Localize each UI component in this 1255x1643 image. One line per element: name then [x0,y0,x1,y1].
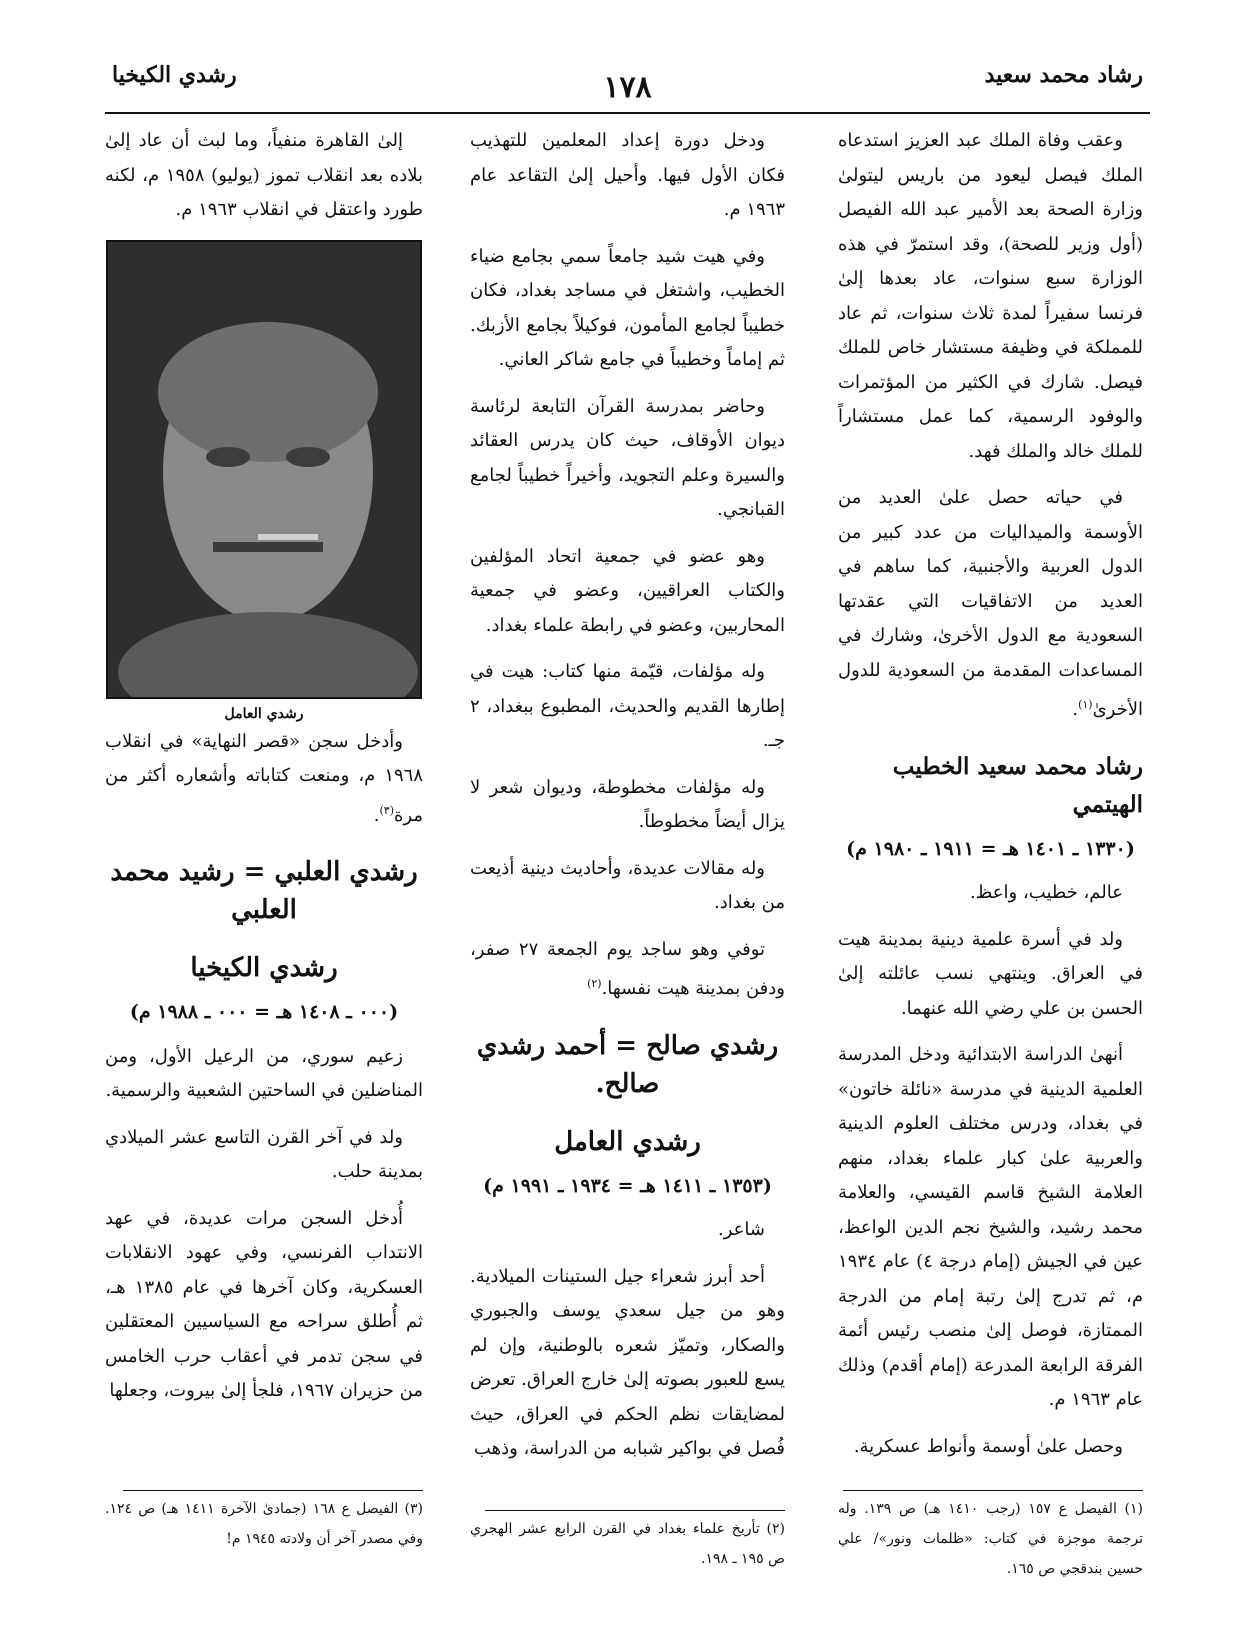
running-header-left: رشدي الكيخيا [112,62,237,88]
paragraph: وعقب وفاة الملك عبد العزيز استدعاه الملك فيصل ليعود من باريس ليتولىٰ وزارة الصحة بعد الأمير عبد الله الفيصل (أول وزير للصحة)، وقد استمرّ في هذه الوزارة سبع سنوات، عاد بعدها إلىٰ فرنسا سفيراً لمدة ثلاث سنوات، ثم عاد للمملكة في وظيفة مستشار خاص للملك فيصل. شارك في الكثير من المؤتمرات والوفود الرسمية، كما عمل مستشاراً للملك خالد والملك فهد. [838,130,1143,462]
footnote-ref: (٢) [587,977,602,990]
footnote-ref: (٣) [379,803,394,817]
paragraph-text: توفي وهو ساجد يوم الجمعة ٢٧ صفر، ودفن بمدينة هيت نفسها. [470,938,785,999]
paragraph: عالم، خطيب، واعظ. [970,882,1123,903]
paragraph [838,481,1143,728]
paragraph: أحد أبرز شعراء جيل الستينات الميلادية. وهو من جيل سعدي يوسف والجبوري والصكار، وتميّز شعره بالوطنية، وإن لم يسع للعبور بصوته إلىٰ خارج العراق. تعرض لمضايقات نظم الحكم في العراق، حيث فُصل في بواكير شبابه من الدراسة، وذهب [470,1265,785,1459]
footnote-rule [123,1490,423,1491]
paragraph: ودخل دورة إعداد المعلمين للتهذيب فكان الأول فيها. وأحيل إلىٰ التقاعد عام ١٩٦٣ م. [470,130,785,220]
footnote-1: (١) الفيصل ع ١٥٧ (رجب ١٤١٠ هـ) ص ١٣٩. وله ترجمة موجزة في كتاب: «ظلمات ونور»/ علي حسين بندقجي ص ١٦٥. [838,1501,1144,1577]
column-left [105,124,423,1421]
footnote-2: (٢) تأريخ علماء بغداد في القرن الرابع عشر الهجري ص ١٩٥ ـ ١٩٨. [470,1521,785,1567]
paragraph: وله مؤلفات مخطوطة، وديوان شعر لا يزال أيضاً مخطوطاً. [470,776,785,832]
entry-title: رشاد محمد سعيد الخطيب الهيتمي [892,752,1143,818]
footnote-rule [843,1490,1143,1491]
footnote-rule [485,1510,785,1511]
cross-reference-title: رشدي العلبي = رشيد محمد العلبي [110,857,418,925]
paragraph: وله مقالات عديدة، وأحاديث دينية أذيعت من بغداد. [470,857,785,913]
footnote-ref: (١) [1078,698,1093,711]
paragraph-text: في حياته حصل علىٰ العديد من الأوسمة والميداليات من عدد كبير من الدول العربية والأجنبية، كما ساهم في العديد من الاتفاقيات التي عقدتها السعودية مع الدول الأخرىٰ، وشارك في المساعدات المقدمة من السعودية للدول الأخرىٰ [838,487,1143,720]
paragraph: وحصل علىٰ أوسمة وأنواط عسكرية. [853,1435,1123,1457]
entry-title: رشدي الكيخيا [190,953,338,983]
portrait-image [108,242,420,697]
paragraph: وحاضر بمدرسة القرآن التابعة لرئاسة ديوان الأوقاف، حيث كان يدرس العقائد والسيرة وعلم التجويد، وأخيراً خطيباً لجامع القبانجي. [470,395,785,520]
paragraph: شاعر. [718,1219,765,1240]
paragraph [105,725,423,834]
column-right [838,124,1143,1476]
cross-reference-title: رشدي صالح = أحمد رشدي صالح. [476,1030,779,1099]
paragraph-text: وأدخل سجن «قصر النهاية» في انقلاب ١٩٦٨ م، ومنعت كتاباته وأشعاره أكثر من مرة [105,730,423,826]
column-middle [470,124,785,1479]
punctuation: . [1072,699,1079,720]
header-rule [105,112,1150,114]
paragraph: زعيم سوري، من الرعيل الأول، ومن المناضلين في الساحتين الشعبية والرسمية. [105,1045,423,1101]
punctuation: . [373,804,380,826]
paragraph: وله مؤلفات، قيّمة منها كتاب: هيت في إطارها القديم والحديث، المطبوع ببغداد، ٢ جـ. [470,661,785,751]
paragraph: أُدخل السجن مرات عديدة، في عهد الانتداب الفرنسي، وفي عهود الانقلابات العسكرية، وكان آخرها في عام ١٣٨٥ هـ، ثم أُطلق سراحه مع السياسيين المعتقلين في سجن تدمر في أعقاب حرب الخامس من حزيران ١٩٦٧، فلجأ إلىٰ بيروت، وجعلها [105,1207,424,1401]
page-number: ١٧٨ [603,70,652,105]
entry-title: رشدي العامل [554,1126,701,1157]
paragraph: ولد في أسرة علمية دينية بمدينة هيت في العراق. وينتهي نسب عائلته إلىٰ الحسن بن علي رضي الله عنهما. [838,928,1143,1019]
photo-caption: رشدي العامل [224,705,304,722]
paragraph: إلىٰ القاهرة منفياً، وما لبث أن عاد إلىٰ بلاده بعد انقلاب تموز (يوليو) ١٩٥٨ م، لكنه طورد واعتقل في انقلاب ١٩٦٣ م. [105,130,424,220]
footnote-3: (٣) الفيصل ع ١٦٨ (جمادىٰ الآخرة ١٤١١ هـ) ص ١٢٤. وفي مصدر آخر أن ولادته ١٩٤٥ م! [105,1501,423,1547]
paragraph [470,933,785,1007]
portrait-photo [106,240,422,699]
entry-dates: (١٣٣٠ ـ ١٤٠١ هـ = ١٩١١ ـ ١٩٨٠ م) [846,837,1135,860]
paragraph: أنهىٰ الدراسة الابتدائية ودخل المدرسة العلمية الدينية في مدرسة «نائلة خاتون» في بغداد، ودرس مختلف العلوم الدينية والعربية علىٰ كبار علماء بغداد، منهم العلامة الشيخ قاسم القيسي، والعلامة محمد رشيد، والشيخ نجم الدين الواعظ، عين في الجيش (إمام درجة ٤) عام ١٩٣٤ م، ثم تدرج إلىٰ رتبة إمام من الدرجة الممتازة، فوصل إلىٰ منصب رئيس أئمة الفرقة الرابعة المدرعة (إمام أقدم) وذلك عام ١٩٦٣ م. [838,1044,1143,1410]
paragraph: وفي هيت شيد جامعاً سمي بجامع ضياء الخطيب، واشتغل في مساجد بغداد، فكان خطيباً لجامع المأمون، فوكيلاً بجامع الأزبك. ثم إماماً وخطيباً في جامع شاكر العاني. [470,245,785,370]
running-header-right: رشاد محمد سعيد [984,62,1143,88]
entry-dates: (١٣٥٣ ـ ١٤١١ هـ = ١٩٣٤ ـ ١٩٩١ م) [483,1174,772,1197]
entry-dates: (٠٠٠ ـ ١٤٠٨ هـ = ٠٠٠ ـ ١٩٨٨ م) [129,1001,399,1023]
paragraph: ولد في آخر القرن التاسع عشر الميلادي بمدينة حلب. [105,1126,423,1182]
paragraph: وهو عضو في جمعية اتحاد المؤلفين والكتاب العراقيين، وعضو في جمعية المحاربين، وعضو في رابطة علماء بغداد. [470,545,785,636]
